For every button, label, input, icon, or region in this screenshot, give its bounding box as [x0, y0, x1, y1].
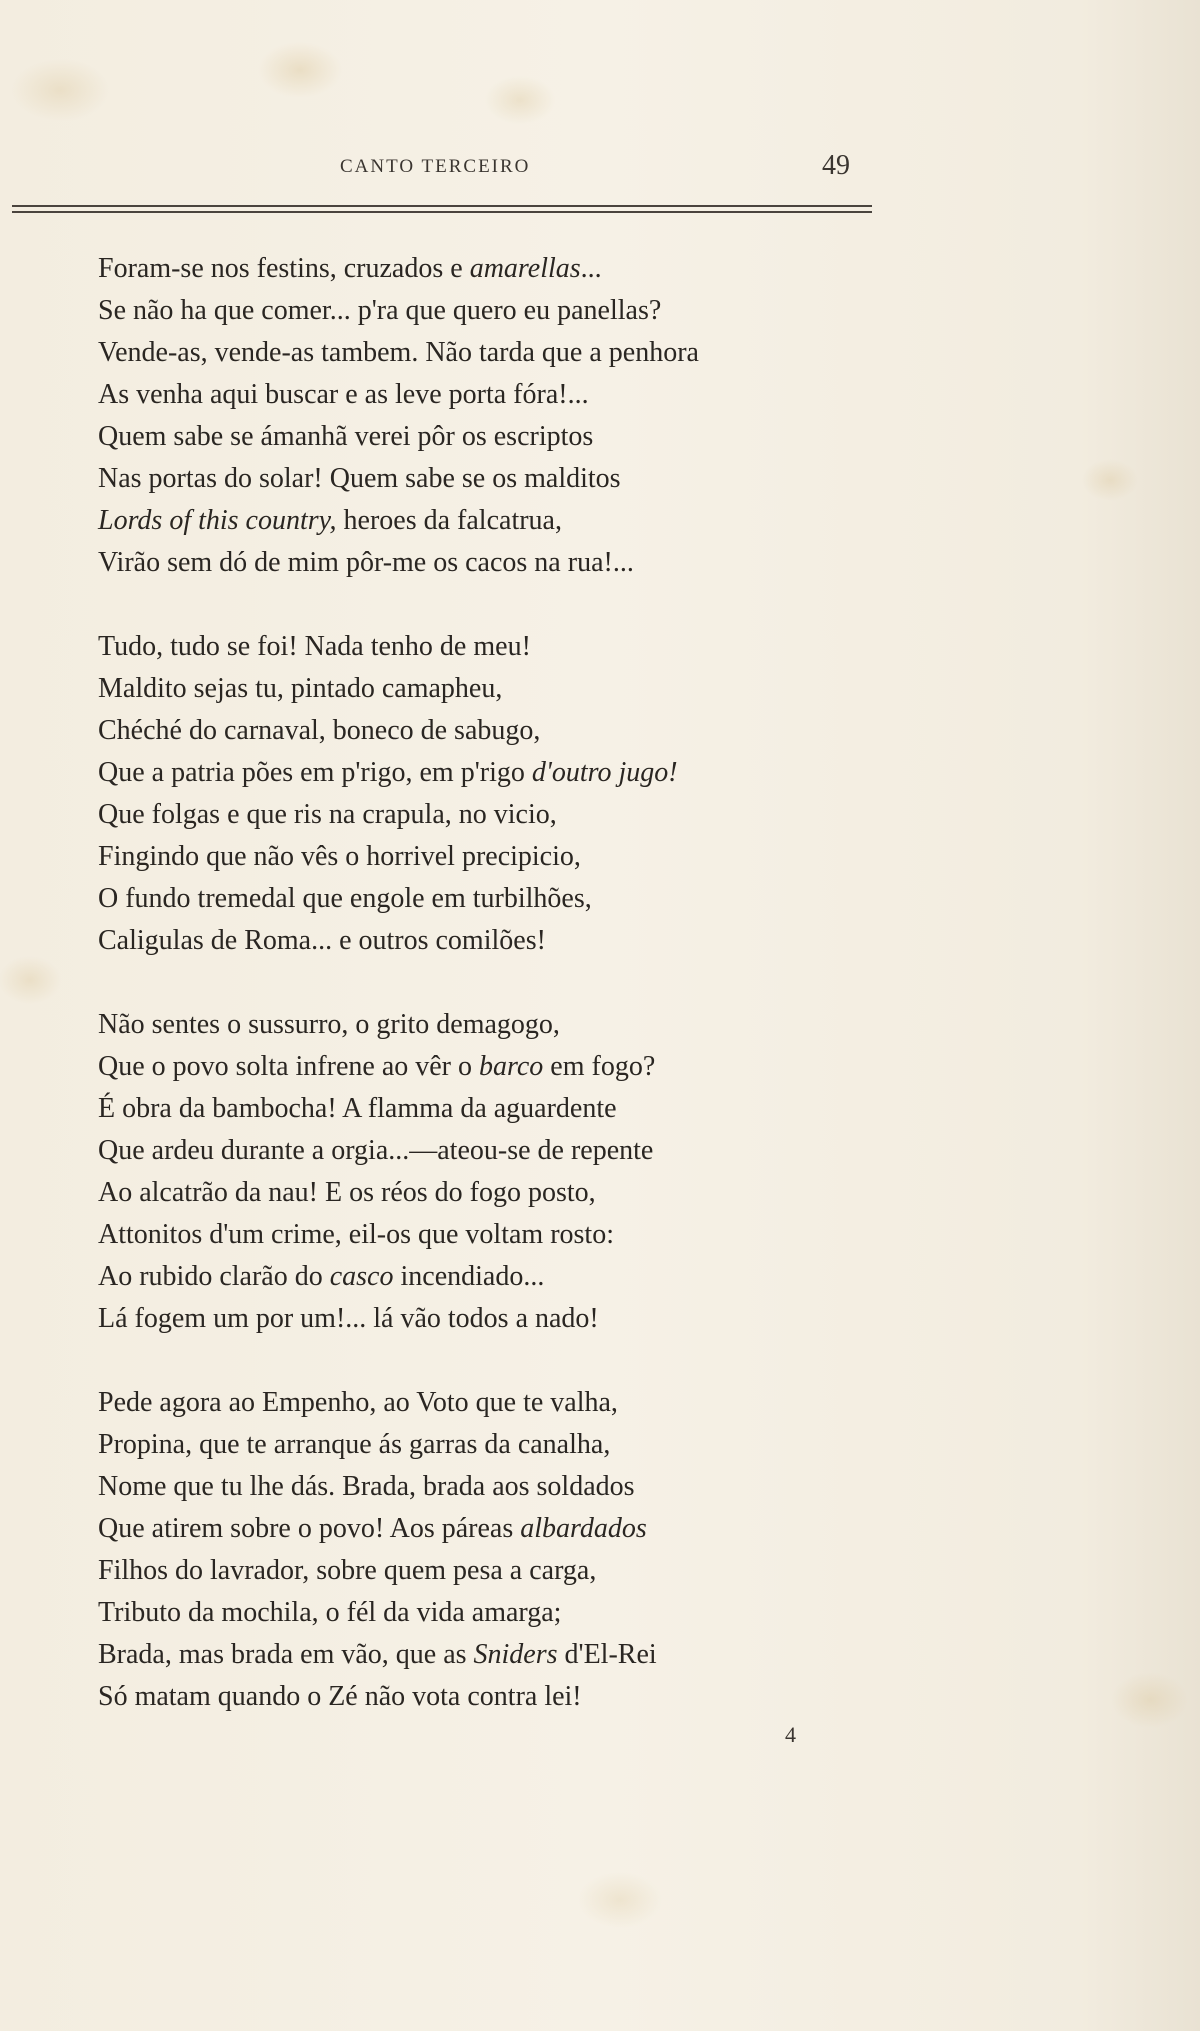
verse-segment: Foram-se nos festins, cruzados e [98, 253, 470, 284]
verse-segment: Não sentes o sussurro, o grito demagogo, [98, 1009, 560, 1040]
verse-line [98, 1088, 858, 1130]
verse-line [98, 836, 858, 878]
verse-segment: Que folgas e que ris na crapula, no vicio, [98, 799, 557, 830]
header-rule [12, 205, 872, 215]
signature-mark: 4 [785, 1722, 796, 1747]
verse-line [98, 1592, 858, 1634]
verse-line [98, 1382, 858, 1424]
verse-segment: Maldito sejas tu, pintado camapheu, [98, 673, 503, 704]
verse-segment: Pede agora ao Empenho, ao Voto que te valha, [98, 1387, 618, 1418]
verse-italic-segment: amarellas [469, 253, 581, 284]
verse-line [98, 542, 858, 584]
verse-segment: Que atirem sobre o povo! Aos páreas [98, 1513, 521, 1544]
verse-line [98, 500, 858, 542]
verse-segment: d'El-Rei [557, 1639, 657, 1670]
verse-line [98, 1172, 858, 1214]
verse-line [98, 920, 858, 962]
verse-segment: incendiado... [393, 1261, 545, 1292]
verse-segment: Propina, que te arranque ás garras da canalha, [98, 1429, 611, 1460]
verse-segment: O fundo tremedal que engole em turbilhões, [98, 883, 592, 914]
verse-italic-segment: casco [329, 1261, 394, 1292]
verse-line [98, 1298, 858, 1340]
verse-segment: Virão sem dó de mim pôr-me os cacos na rua!... [98, 547, 634, 578]
verse-segment: Tributo da mochila, o fél da vida amarga; [98, 1597, 562, 1628]
verse-line [98, 248, 858, 290]
poem-body [98, 248, 858, 1760]
verse-segment: Tudo, tudo se foi! Nada tenho de meu! [98, 631, 531, 662]
verse-segment: heroes da falcatrua, [336, 505, 562, 536]
verse-segment: Se não ha que comer... p'ra que quero eu panellas? [98, 295, 662, 326]
verse-line [98, 878, 858, 920]
stanza [98, 248, 858, 584]
verse-line [98, 668, 858, 710]
verse-segment: Caligulas de Roma... e outros comilões! [98, 925, 546, 956]
verse-segment: em fogo? [543, 1051, 656, 1082]
verse-segment: Nome que tu lhe dás. Brada, brada aos soldados [98, 1471, 635, 1502]
page-header [340, 150, 850, 190]
stanza [98, 626, 858, 962]
header-rule-line [12, 205, 872, 207]
verse-line [98, 416, 858, 458]
verse-line [98, 752, 858, 794]
verse-line [98, 374, 858, 416]
verse-segment: Chéché do carnaval, boneco de sabugo, [98, 715, 541, 746]
verse-line [98, 626, 858, 668]
verse-italic-segment: Sniders [473, 1639, 558, 1670]
verse-segment: Só matam quando o Zé não vota contra lei! [98, 1681, 582, 1712]
verse-line [98, 290, 858, 332]
verse-line [98, 1508, 858, 1550]
verse-segment: ... [580, 253, 602, 284]
verse-italic-segment: d'outro jugo! [531, 757, 678, 788]
verse-line [98, 1676, 858, 1718]
verse-line [98, 1004, 858, 1046]
verse-line [98, 1256, 858, 1298]
verse-line [98, 1046, 858, 1088]
verse-line [98, 794, 858, 836]
stanza [98, 1382, 858, 1718]
verse-italic-segment: albardados [520, 1513, 647, 1544]
verse-segment: Vende-as, vende-as tambem. Não tarda que a penhora [98, 337, 699, 368]
verse-line [98, 1634, 858, 1676]
verse-line [98, 1466, 858, 1508]
stanza [98, 1004, 858, 1340]
verse-line [98, 332, 858, 374]
verse-segment: Filhos do lavrador, sobre quem pesa a carga, [98, 1555, 597, 1586]
verse-segment: Lá fogem um por um!... lá vão todos a nado! [98, 1303, 599, 1334]
verse-segment: Que o povo solta infrene ao vêr o [98, 1051, 479, 1082]
verse-segment: Quem sabe se ámanhã verei pôr os escriptos [98, 421, 594, 452]
verse-line [98, 1130, 858, 1172]
verse-segment: As venha aqui buscar e as leve porta fóra!... [98, 379, 589, 410]
verse-line [98, 710, 858, 752]
running-title: CANTO TERCEIRO [340, 156, 531, 177]
verse-italic-segment: barco [479, 1051, 544, 1082]
verse-segment: Brada, mas brada em vão, que as [98, 1639, 474, 1670]
page-number: 49 [822, 150, 850, 181]
verse-segment: Attonitos d'um crime, eil-os que voltam rosto: [98, 1219, 614, 1250]
verse-italic-segment: Lords of this country, [98, 505, 337, 536]
verse-segment: Ao rubido clarão do [98, 1261, 330, 1292]
verse-segment: É obra da bambocha! A flamma da aguardente [98, 1093, 617, 1124]
verse-segment: Que a patria pões em p'rigo, em p'rigo [98, 757, 532, 788]
verse-segment: Ao alcatrão da nau! E os réos do fogo posto, [98, 1177, 596, 1208]
verse-line [98, 1550, 858, 1592]
verse-segment: Que ardeu durante a orgia...—ateou-se de repente [98, 1135, 654, 1166]
verse-line [98, 458, 858, 500]
header-rule-line [12, 211, 872, 213]
verse-segment: Nas portas do solar! Quem sabe se os malditos [98, 463, 621, 494]
verse-line [98, 1214, 858, 1256]
verse-segment: Fingindo que não vês o horrivel precipicio, [98, 841, 581, 872]
verse-line [98, 1424, 858, 1466]
